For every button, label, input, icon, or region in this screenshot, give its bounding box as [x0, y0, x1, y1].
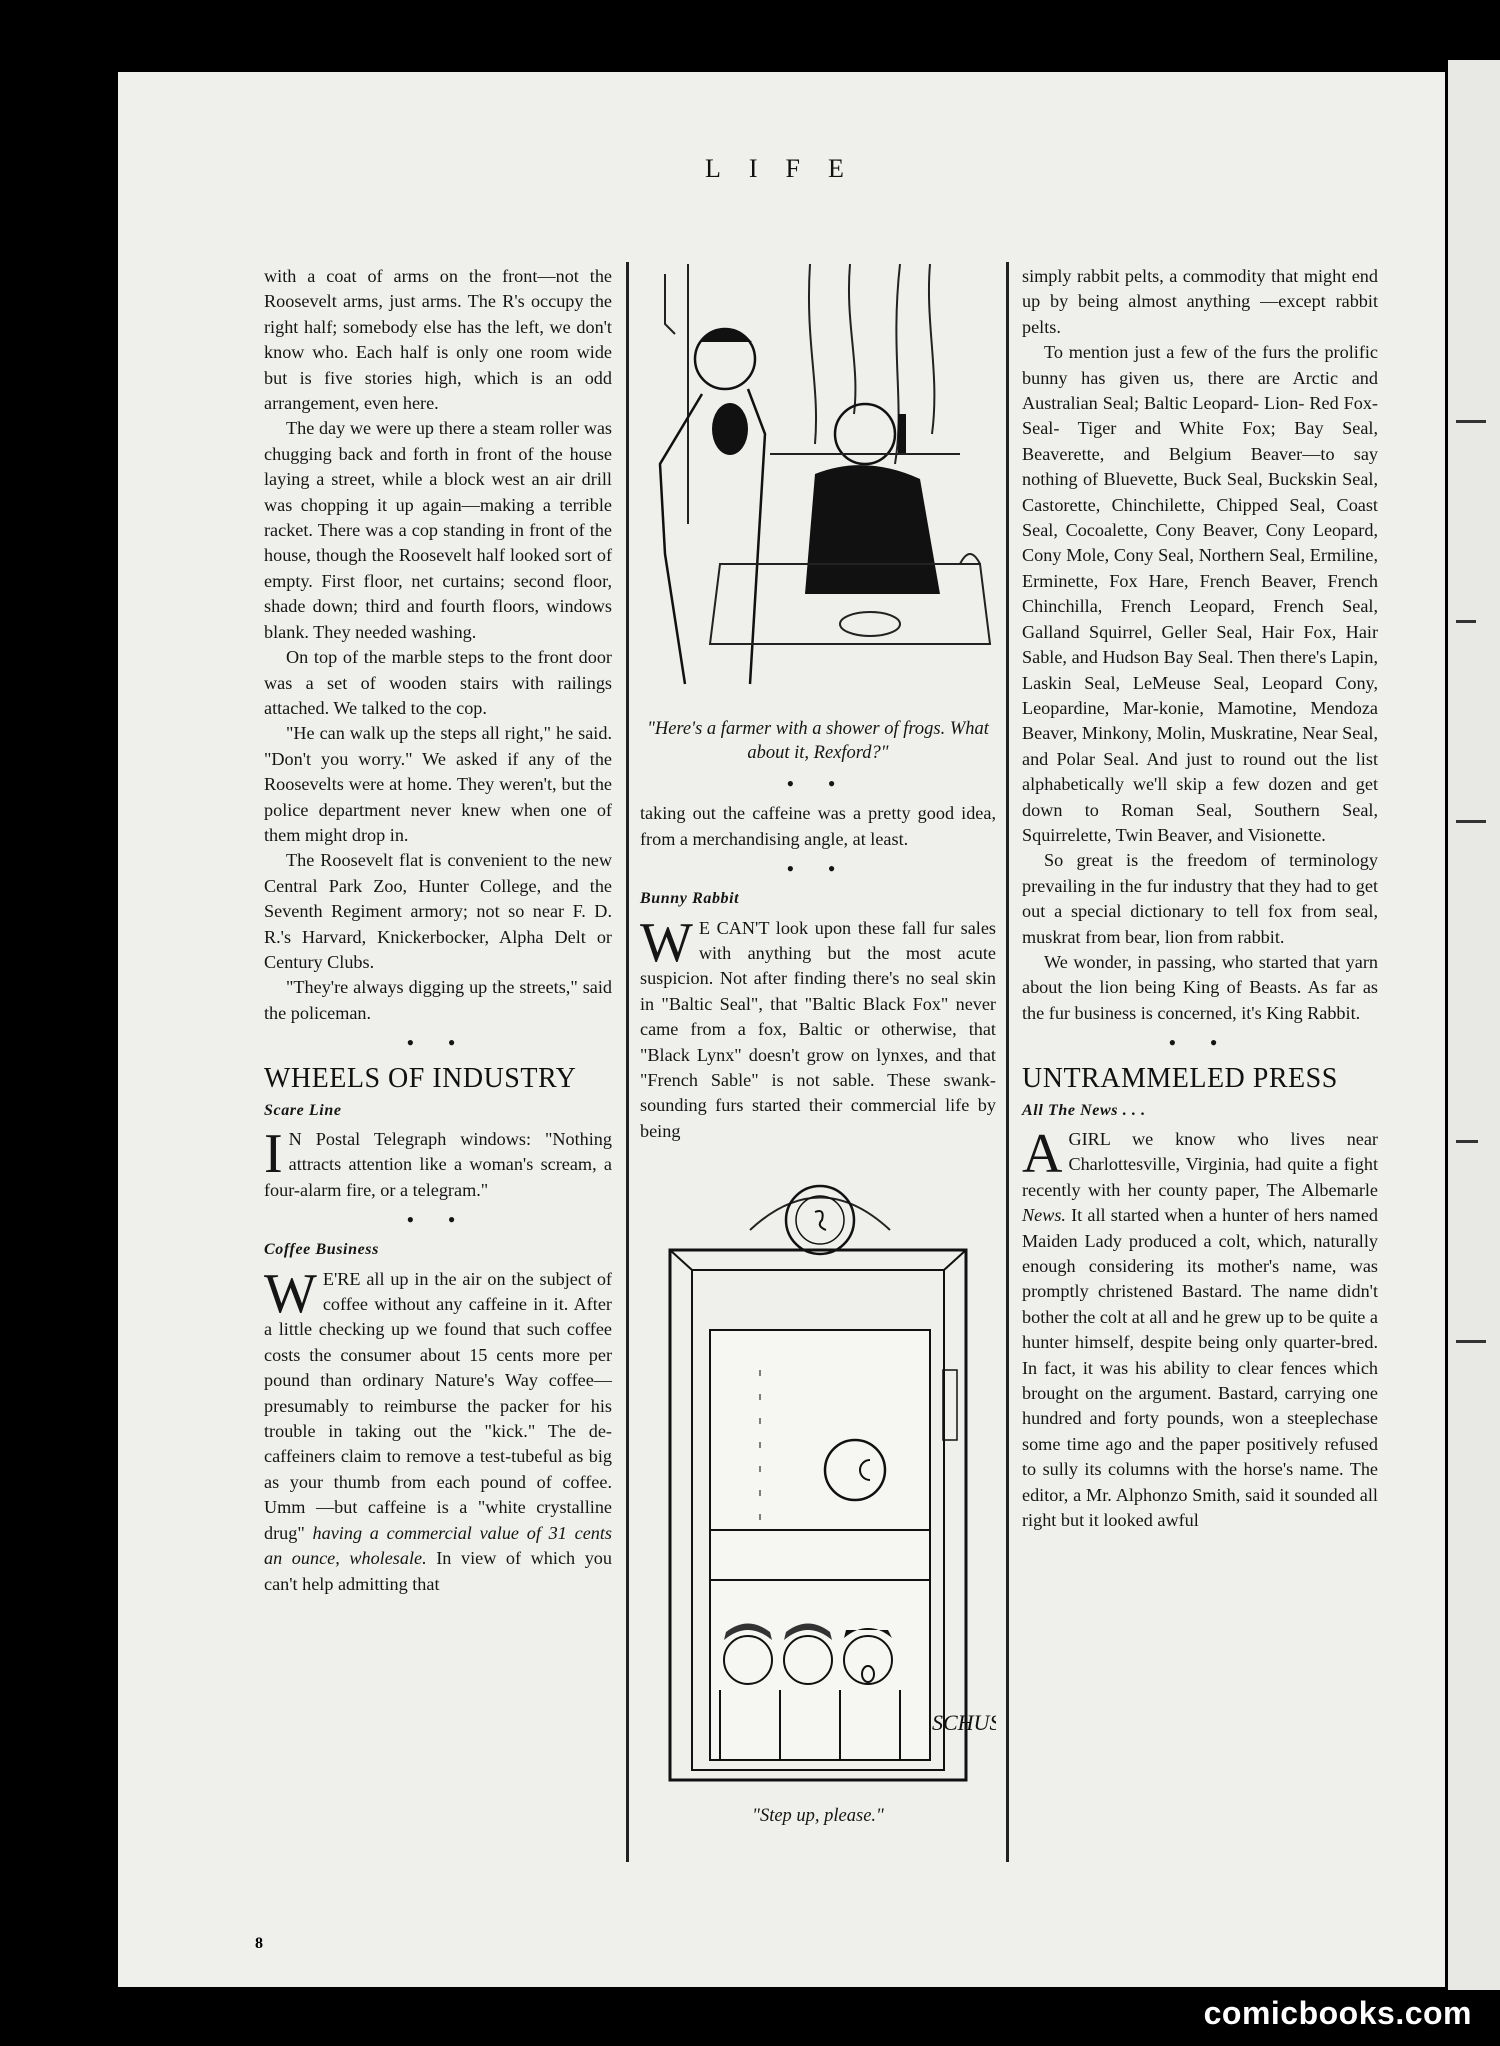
column-1: [264, 264, 612, 1597]
page-number: 8: [255, 1935, 263, 1952]
paragraph-text: E'RE all up in the air on the subject of coffee without any caffeine in it. After a little checking up we found that such coffee costs the consumer about 15 cents more per pound than ordinary Nature's Way coffee—presumably to reimburse the packer for his trouble in taking out the "kick." The de-caffeiners claim to remove a test-tubeful as big as your thumb from each pound of coffee. Umm —but caffeine is a "white crystalline drug": [264, 1268, 612, 1543]
column-2: [640, 264, 996, 1834]
paragraph: with a coat of arms on the front—not the Roosevelt arms, just arms. The R's occupy the right half; somebody else has the left, we don't know who. Each half is only one room wide but is five stories high, which is an odd arrangement, even here.: [264, 266, 612, 414]
drop-cap: W: [640, 911, 693, 974]
section-separator: • •: [406, 1030, 470, 1056]
paragraph: "He can walk up the steps all right," he said. "Don't you worry." We asked if any of the Roosevelts were at home. They weren't, but the police department never knew when one of them might drop in.: [264, 723, 612, 845]
subheading: All The News . . .: [1022, 1101, 1146, 1119]
cartoon-caption: "Step up, please.": [752, 1805, 884, 1826]
cartoon-office: [640, 264, 996, 765]
section-heading: WHEELS OF INDUSTRY: [264, 1063, 577, 1095]
subheading: Scare Line: [264, 1101, 342, 1119]
paragraph: We wonder, in passing, who started that yarn about the lion being King of Beasts. As far as the fur business is concerned, it's King Rabbit.: [1022, 951, 1378, 1023]
paragraph: [264, 1123, 612, 1203]
watermark: comicbooks.com: [1203, 1995, 1472, 2031]
drop-cap: A: [1022, 1123, 1063, 1185]
paragraph-text: N Postal Telegraph windows: "Nothing attracts attention like a woman's scream, a four-alarm fire, or a telegram.": [264, 1129, 612, 1200]
paragraph-text: E CAN'T look upon these fall fur sales with anything but the most acute suspicion. Not after finding there's no seal skin in "Baltic Seal", that "Baltic Black Fox" never came from a fox, Baltic or otherwise, that "Black Lynx" doesn't grow on lynxes, and that "French Sable" is not sable. These swank-sounding furs started their commercial life by being: [640, 917, 996, 1141]
column-rule: [1006, 262, 1009, 1862]
paragraph: taking out the caffeine was a pretty good idea, from a merchandising angle, at least.: [640, 803, 996, 849]
paragraph: On top of the marble steps to the front door was a set of wooden stairs with railings attached. We talked to the cop.: [264, 647, 612, 718]
italic-text: having a commercial value of 31 cents an ounce, wholesale.: [264, 1522, 612, 1569]
section-separator: • •: [786, 771, 850, 797]
paragraph-text: GIRL we know who lives near Charlottesville, Virginia, had quite a fight recently with her county paper, The Albemarle: [1022, 1129, 1378, 1200]
paragraph-text: In view of which you can't help admitting that: [264, 1548, 612, 1594]
cartoon-caption: "Here's a farmer with a shower of frogs. What about it, Rexford?": [647, 719, 989, 764]
paragraph: [1022, 1123, 1378, 1534]
paragraph-text: It all started when a hunter of hers named Maiden Lady produced a colt, which, naturally enough considering its mother's name, was promptly christened Bastard. The name didn't bother the colt at all and he grew up to be quite a hunter himself, despite being only quarter-bred. In fact, it was his ability to clear fences which brought on the argument. Bastard, carrying one hundred and forty pounds, won a steeplechase some time ago and the paper positively refused to sully its columns with the horse's name. The editor, a Mr. Alphonzo Smith, said it sounded all right but it looked awful: [1022, 1205, 1378, 1531]
paragraph: The day we were up there a steam roller was chugging back and forth in front of the house laying a street, while a block west an air drill was chopping it up again—making a terrible racket. There was a cop standing in front of the house, though the Roosevelt half looked sort of empty. First floor, net curtains; second floor, shade down; third and fourth floors, windows blank. They needed washing.: [264, 418, 612, 642]
drop-cap: W: [264, 1262, 317, 1325]
section-separator: • •: [406, 1207, 470, 1233]
section-heading: UNTRAMMELED PRESS: [1022, 1063, 1338, 1095]
column-3: [1022, 264, 1378, 1534]
subheading: Bunny Rabbit: [640, 890, 740, 908]
paragraph: "They're always digging up the streets," said the policeman.: [264, 977, 612, 1023]
cartoon-elevator-illustration: [640, 1170, 996, 1790]
paragraph: [264, 1262, 612, 1597]
section-separator: • •: [1168, 1030, 1232, 1056]
paragraph: So great is the freedom of terminology prevailing in the fur industry that they had to get out a special dictionary to tell fox from seal, muskrat from bear, lion from rabbit.: [1022, 850, 1378, 947]
paragraph: To mention just a few of the furs the prolific bunny has given us, there are Arctic and Australian Seal; Baltic Leopard- Lion- Red Fox- Seal- Tiger and White Fox; Bay Seal, Beaverette, and Belgium Beaver—to say nothing of Bluevette, Buck Seal, Buckskin Seal, Castorette, Chinchilette, Chipped Seal, Coast Seal, Cocoalette, Cony Beaver, Cony Leopard, Cony Mole, Cony Seal, Northern Seal, Ermiline, Erminette, Fox Hare, French Beaver, French Chinchilla, French Leopard, French Seal, Galland Squirrel, Geller Seal, Hair Fox, Hair Sable, and Hudson Bay Seal. Then there's Lapin, Laskin Seal, LeMeuse Seal, Leopard Cony, Leopardine, Mar-konie, Mamotine, Mendoza Beaver, Minkony, Molin, Muskratine, Near Seal, and Polar Seal. And just to round out the list alphabetically we'll skip a few dozen and get down to Roman Seal, Southern Seal, Squirrelette, Twin Beaver, and Visionette.: [1022, 342, 1378, 845]
paragraph: [640, 911, 996, 1145]
column-rule: [626, 262, 629, 1862]
paragraph: simply rabbit pelts, a commodity that might end up by being almost anything —except rabbit pelts.: [1022, 266, 1378, 337]
cartoon-elevator: [640, 1170, 996, 1827]
masthead: LIFE: [705, 154, 872, 183]
cartoon-office-illustration: [640, 264, 996, 704]
paragraph: The Roosevelt flat is convenient to the new Central Park Zoo, Hunter College, and the Seventh Regiment armory; not so near F. D. R.'s Harvard, Knickerbocker, Alpha Delt or Century Clubs.: [264, 850, 612, 972]
adjacent-page-edge: [1448, 60, 1500, 1990]
italic-text: News.: [1022, 1205, 1066, 1226]
section-separator: • •: [786, 856, 850, 882]
subheading: Coffee Business: [264, 1241, 379, 1259]
cartoon-signature: SCHUS: [932, 1710, 996, 1736]
drop-cap: I: [264, 1123, 283, 1185]
